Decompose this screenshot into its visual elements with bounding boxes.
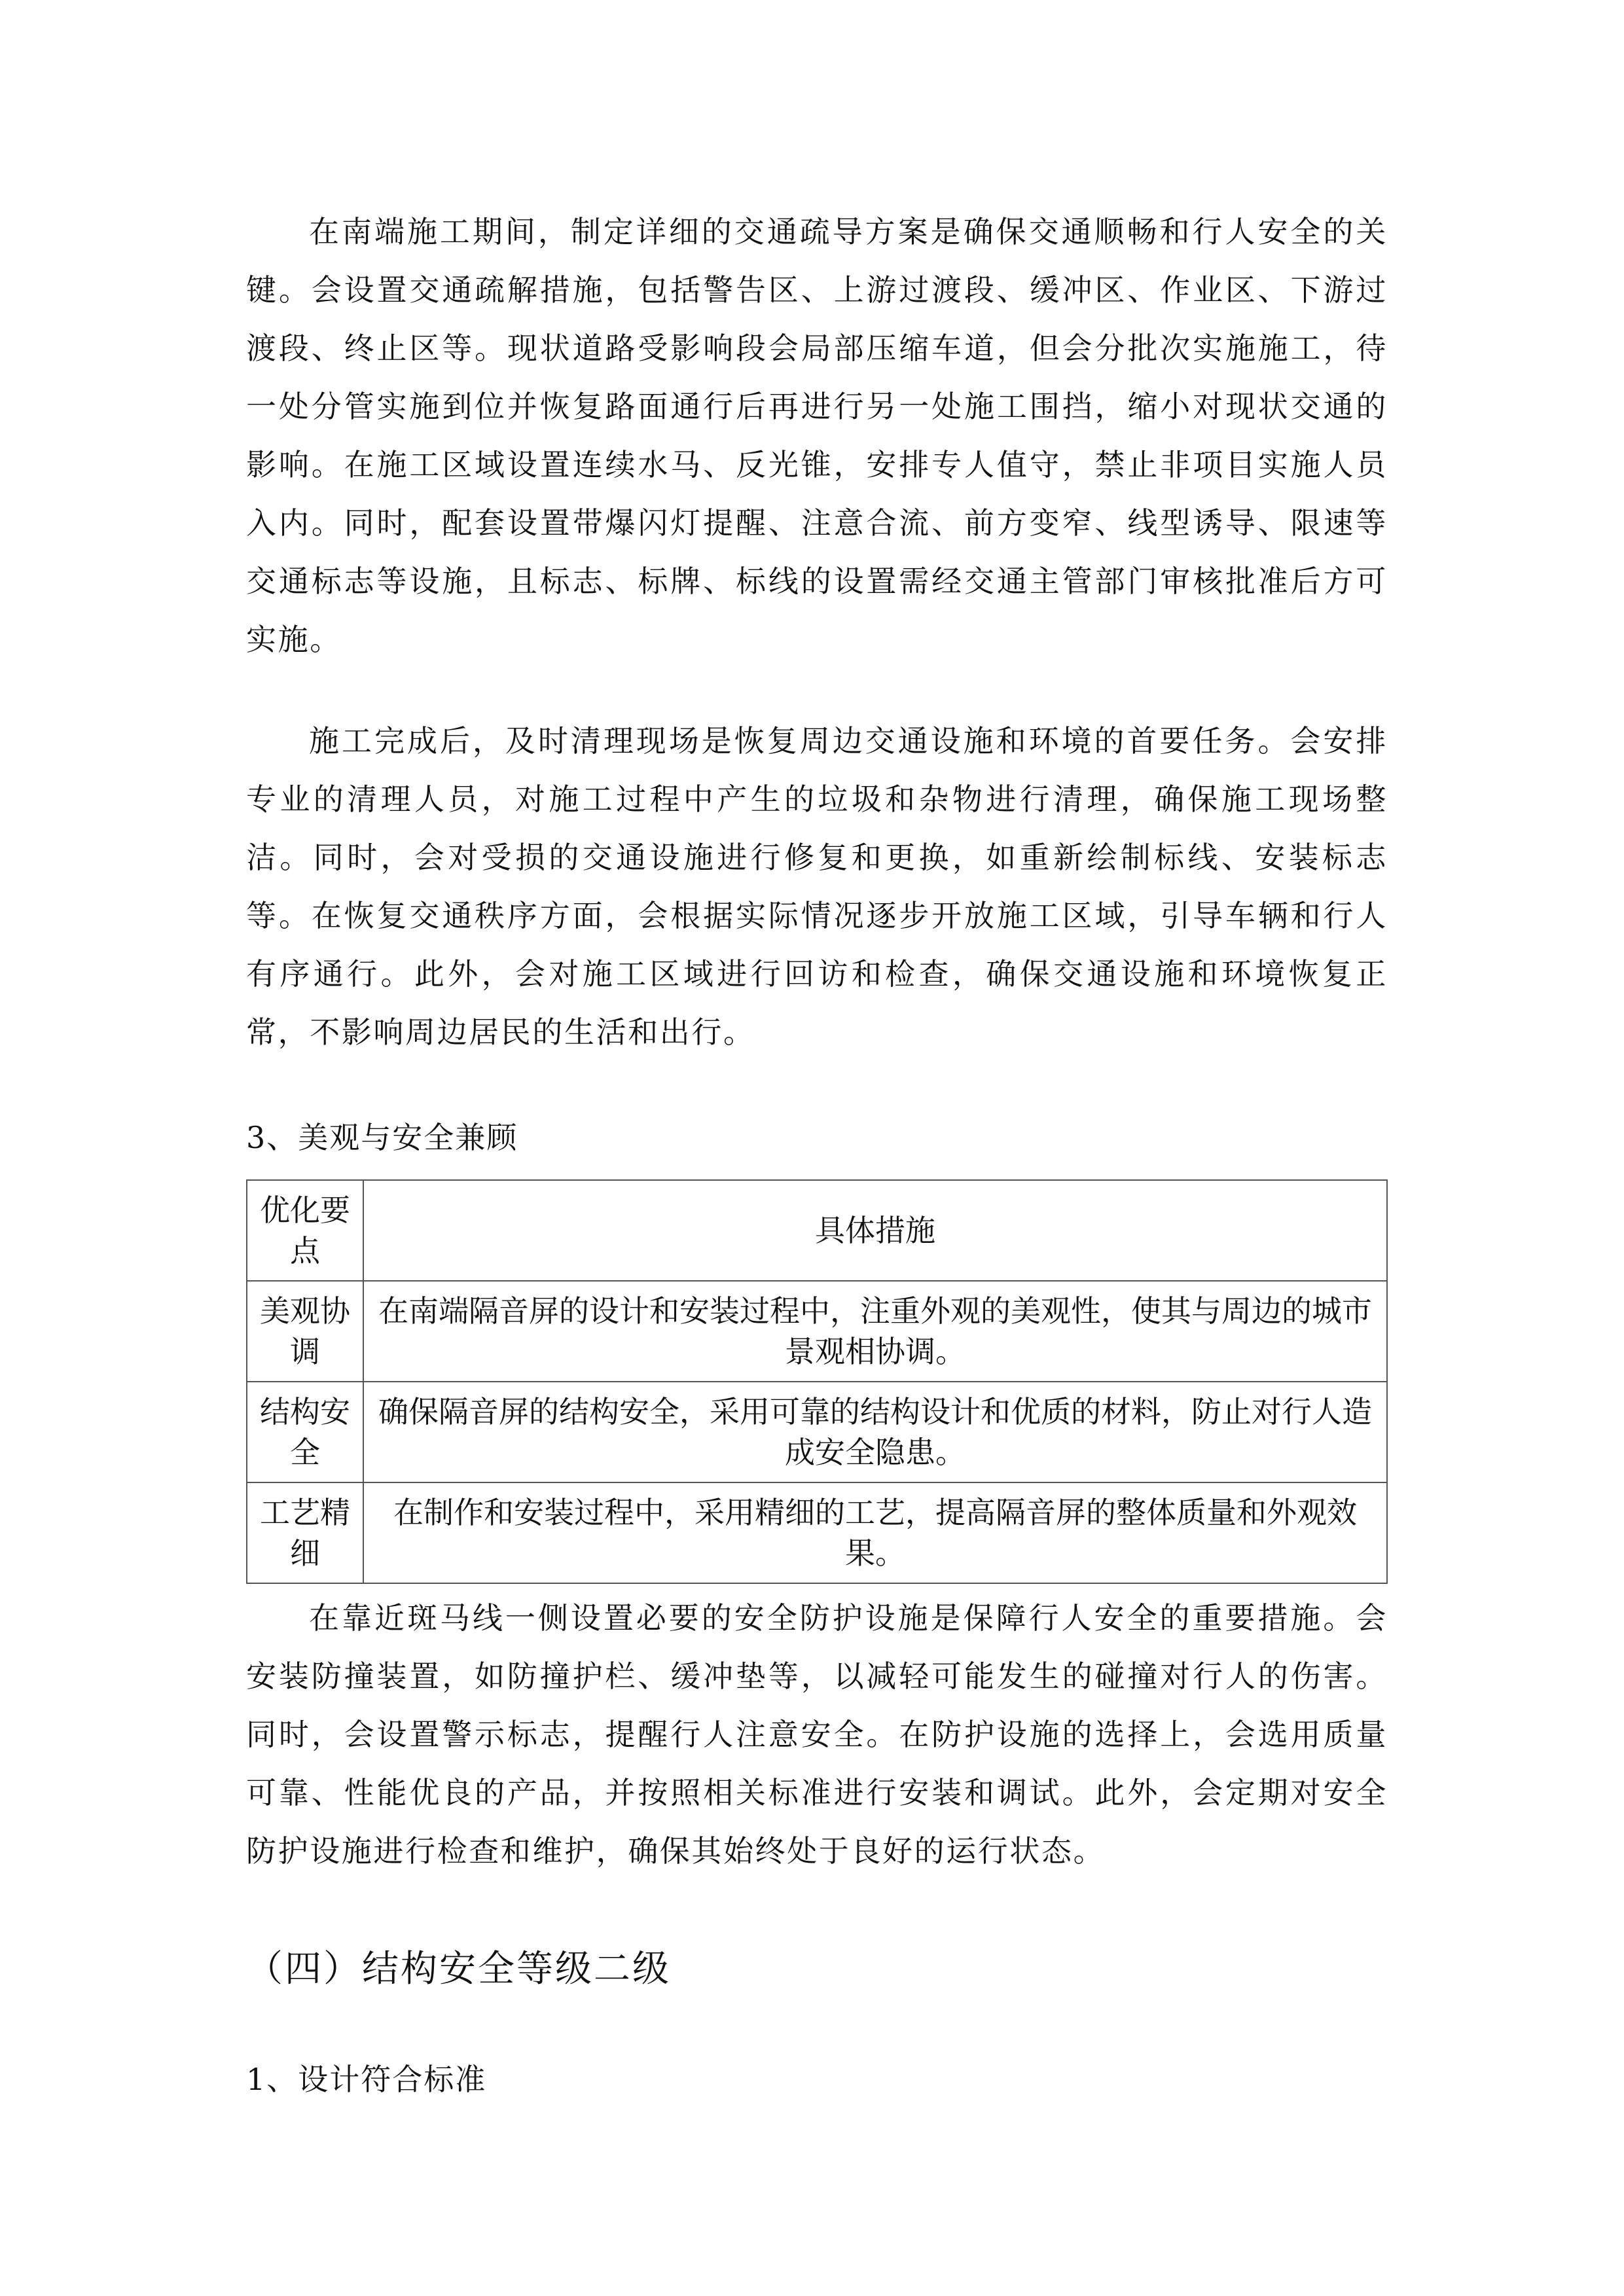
paragraph-site-cleanup: 施工完成后，及时清理现场是恢复周边交通设施和环境的首要任务。会安排专业的清理人员，对施工过程中产生的垃圾和杂物进行清理，确保施工现场整洁。同时，会对受损的交通设施进行修复和更换，如重新绘制标线、安装标志等。在恢复交通秩序方面，会根据实际情况逐步开放施工区域，引导车辆和行人有序通行。此外，会对施工区域进行回访和检查，确保交通设施和环境恢复正常，不影响周边居民的生活和出行。 bbox=[246, 723, 1388, 1050]
header-optimization-point: 优化要点 bbox=[247, 1180, 363, 1281]
paragraph-traffic-plan: 在南端施工期间，制定详细的交通疏导方案是确保交通顺畅和行人安全的关键。会设置交通疏解措施，包括警告区、上游过渡段、缓冲区、作业区、下游过渡段、终止区等。现状道路受影响段会局部压缩车道，但会分批次实施施工，待一处分管实施到位并恢复路面通行后再进行另一处施工围挡，缩小对现状交通的影响。在施工区域设置连续水马、反光锥，安排专人值守，禁止非项目实施人员入内。同时，配套设置带爆闪灯提醒、注意合流、前方变窄、线型诱导、限速等交通标志等设施，且标志、标牌、标线的设置需经交通主管部门审核批准后方可实施。 bbox=[246, 214, 1388, 657]
table-cell-measure: 确保隔音屏的结构安全，采用可靠的结构设计和优质的材料，防止对行人造成安全隐患。 bbox=[363, 1382, 1387, 1482]
subsection-heading-design-standards: 1、设计符合标准 bbox=[246, 2062, 487, 2097]
header-specific-measures: 具体措施 bbox=[363, 1180, 1387, 1281]
section-heading-structural-safety: （四）结构安全等级二级 bbox=[246, 1948, 671, 1990]
paragraph-crosswalk-protection: 在靠近斑马线一侧设置必要的安全防护设施是保障行人安全的重要措施。会安装防撞装置，如防撞护栏、缓冲垫等，以减轻可能发生的碰撞对行人的伤害。同时，会设置警示标志，提醒行人注意安全。在防护设施的选择上，会选用质量可靠、性能优良的产品，并按照相关标准进行安装和调试。此外，会定期对安全防护设施进行检查和维护，确保其始终处于良好的运行状态。 bbox=[246, 1600, 1388, 1869]
table-cell-point: 工艺精细 bbox=[247, 1482, 363, 1583]
table-cell-measure: 在制作和安装过程中，采用精细的工艺，提高隔音屏的整体质量和外观效果。 bbox=[363, 1482, 1387, 1583]
table-row bbox=[247, 1281, 1387, 1382]
table-row bbox=[247, 1382, 1387, 1482]
table-row bbox=[247, 1482, 1387, 1583]
optimization-table bbox=[246, 1179, 1388, 1584]
table-cell-measure: 在南端隔音屏的设计和安装过程中，注重外观的美观性，使其与周边的城市景观相协调。 bbox=[363, 1281, 1387, 1382]
table-cell-point: 美观协调 bbox=[247, 1281, 363, 1382]
table-header-row bbox=[247, 1180, 1387, 1281]
table-cell-point: 结构安全 bbox=[247, 1382, 363, 1482]
section-heading-aesthetics-safety: 3、美观与安全兼顾 bbox=[246, 1120, 518, 1155]
